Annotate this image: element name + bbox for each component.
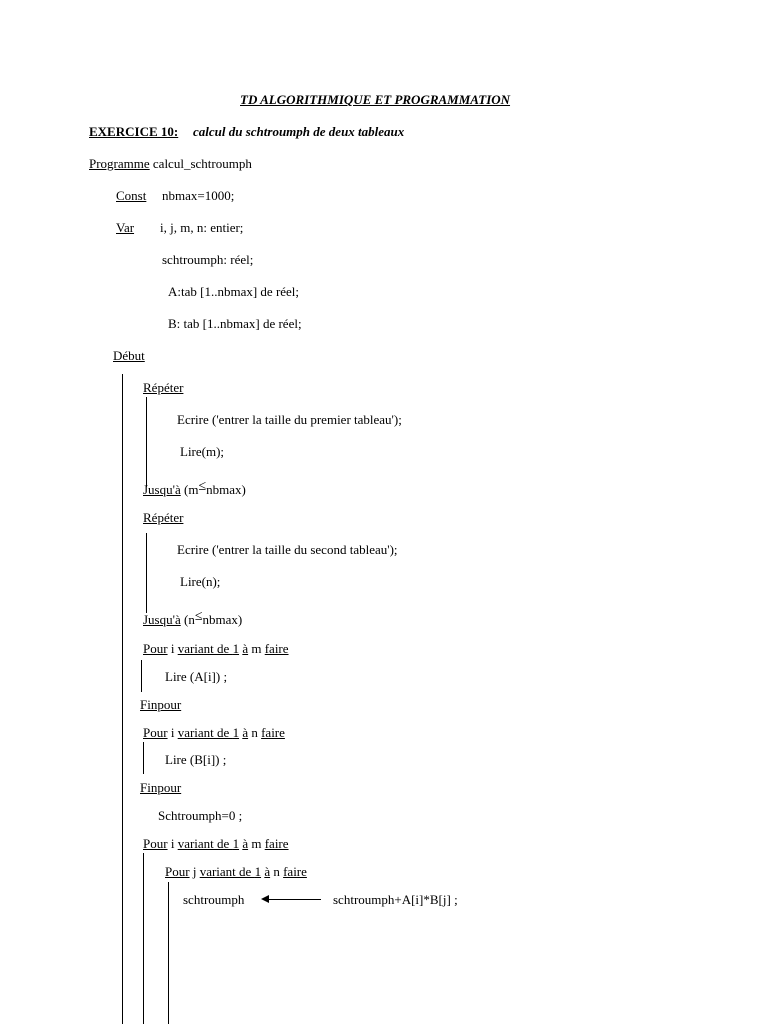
until-cond-close: nbmax)	[206, 482, 246, 497]
write-statement: Ecrire ('entrer la taille du premier tableau');	[177, 412, 402, 427]
var-decl: i, j, m, n: entier;	[160, 220, 244, 235]
a-keyword: à	[264, 864, 271, 879]
for-to: m	[248, 641, 265, 656]
a-keyword: à	[242, 725, 249, 740]
for-to: n	[270, 864, 284, 879]
write-statement: Ecrire ('entrer la taille du second tableau');	[177, 542, 398, 557]
var-decl: A:tab [1..nbmax] de réel;	[168, 284, 300, 299]
for-block-bar	[168, 882, 169, 1024]
for-header	[143, 725, 285, 741]
for-from: 1	[232, 836, 240, 851]
variant-keyword: variant de	[177, 725, 233, 740]
assign-arrow-shaft	[268, 899, 321, 900]
a-keyword: à	[242, 641, 249, 656]
faire-keyword: faire	[264, 836, 289, 851]
debut-keyword: Début	[113, 348, 145, 363]
finpour-keyword: Finpour	[140, 697, 182, 712]
until-keyword: Jusqu'à	[143, 612, 181, 627]
const-decl: nbmax=1000;	[162, 188, 235, 203]
repeat-block-bar	[146, 397, 147, 487]
for-from: 1	[232, 725, 240, 740]
until-line	[143, 609, 243, 629]
variant-keyword: variant de	[199, 864, 255, 879]
for-keyword: Pour	[143, 725, 168, 740]
faire-keyword: faire	[264, 641, 289, 656]
for-var: i	[167, 725, 178, 740]
for-to: n	[248, 725, 262, 740]
for-to: m	[248, 836, 265, 851]
finpour-keyword: Finpour	[140, 780, 182, 795]
for-from: 1	[254, 864, 262, 879]
page-title: TD ALGORITHMIQUE ET PROGRAMMATION	[240, 92, 511, 107]
read-statement: Lire (B[i]) ;	[165, 752, 227, 767]
for-from: 1	[232, 641, 240, 656]
until-cond-open: (n	[180, 612, 195, 627]
program-name: calcul_schtroumph	[149, 156, 252, 171]
var-decl: B: tab [1..nbmax] de réel;	[168, 316, 302, 331]
variant-keyword: variant de	[177, 836, 233, 851]
exercise-label: EXERCICE 10:	[89, 124, 179, 139]
main-block-bar	[122, 374, 123, 1024]
less-equal-symbol: ≤	[198, 479, 207, 494]
for-var: j	[189, 864, 200, 879]
repeat-block-bar	[146, 533, 147, 613]
assign-expression: schtroumph+A[i]*B[j] ;	[333, 892, 458, 907]
var-decl: schtroumph: réel;	[162, 252, 254, 267]
repeat-keyword: Répéter	[143, 510, 184, 525]
for-var: i	[167, 641, 178, 656]
for-keyword: Pour	[143, 641, 168, 656]
read-statement: Lire(m);	[180, 444, 225, 459]
repeat-keyword: Répéter	[143, 380, 184, 395]
variant-keyword: variant de	[177, 641, 233, 656]
faire-keyword: faire	[283, 864, 307, 879]
for-block-bar	[143, 853, 144, 1024]
a-keyword: à	[242, 836, 249, 851]
until-line	[143, 479, 246, 499]
for-keyword: Pour	[143, 836, 168, 851]
for-block-bar	[143, 742, 144, 774]
until-cond-open: (m	[180, 482, 199, 497]
less-equal-symbol: ≤	[194, 609, 203, 624]
read-statement: Lire (A[i]) ;	[165, 669, 228, 684]
for-block-bar	[141, 660, 142, 692]
until-cond-close: nbmax)	[202, 612, 243, 627]
const-keyword: Const	[116, 188, 147, 203]
program-line	[89, 156, 252, 172]
read-statement: Lire(n);	[180, 574, 221, 589]
faire-keyword: faire	[261, 725, 285, 740]
for-header	[143, 641, 289, 657]
program-keyword: Programme	[89, 156, 150, 171]
for-header	[165, 864, 307, 880]
for-keyword: Pour	[165, 864, 190, 879]
exercise-subtitle: calcul du schtroumph de deux tableaux	[193, 124, 405, 139]
var-keyword: Var	[116, 220, 135, 235]
until-keyword: Jusqu'à	[143, 482, 181, 497]
assign-target: schtroumph	[183, 892, 245, 907]
for-var: i	[167, 836, 178, 851]
assign-statement: Schtroumph=0 ;	[158, 808, 243, 823]
for-header	[143, 836, 289, 852]
